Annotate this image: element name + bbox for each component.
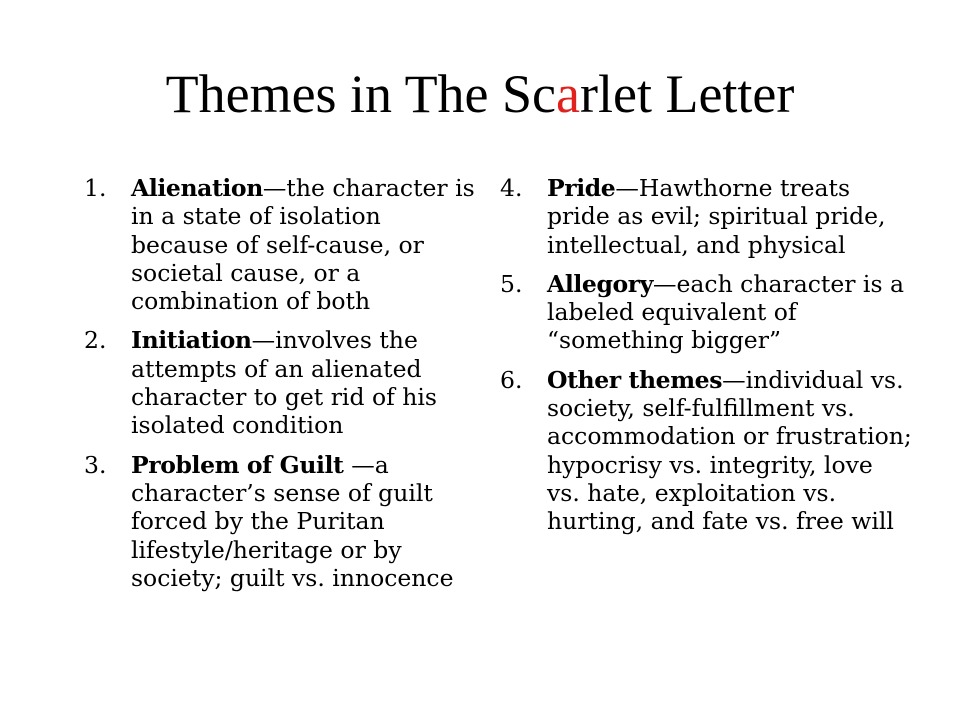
item-description: —a character’s sense of guilt forced by the Puritan lifestyle/heritage or by society; guilt vs. innocence xyxy=(131,450,454,592)
title-part-2: rlet Letter xyxy=(580,64,795,124)
item-number: 1. xyxy=(84,174,107,202)
slide-title xyxy=(0,58,960,130)
item-number: 3. xyxy=(84,450,107,479)
list-item xyxy=(84,451,476,592)
item-number: 5. xyxy=(500,269,523,298)
item-description: —involves the attempts of an alienated character to get rid of his isolated condition xyxy=(131,326,437,440)
item-term: Pride xyxy=(547,174,616,202)
item-body xyxy=(131,326,476,439)
item-description: —individual vs. society, self-fulfillment vs. accommodation or frustration; hypocrisy vs. integrity, love vs. hate, exploitation vs. hurting, and fate vs. free will xyxy=(547,365,912,536)
list-item xyxy=(84,326,476,439)
item-body xyxy=(547,174,912,259)
item-body xyxy=(547,270,912,355)
item-number: 4. xyxy=(500,174,523,202)
item-description: —each character is a labeled equivalent of “something bigger” xyxy=(547,269,904,355)
item-term: Alienation xyxy=(131,174,263,202)
left-column xyxy=(84,174,476,603)
list-item xyxy=(500,174,912,259)
item-term: Problem of Guilt xyxy=(131,450,352,479)
item-term: Other themes xyxy=(547,365,723,394)
item-body xyxy=(131,451,476,592)
item-body xyxy=(547,366,912,536)
item-description: —the character is in a state of isolation because of self-cause, or societal cause, or a combination of both xyxy=(131,174,475,316)
item-body xyxy=(131,174,476,315)
item-term: Initiation xyxy=(131,326,252,355)
list-item xyxy=(500,270,912,355)
item-description: —Hawthorne treats pride as evil; spiritual pride, intellectual, and physical xyxy=(547,174,886,259)
list-item xyxy=(84,174,476,315)
list-item xyxy=(500,366,912,536)
title-part-1: Themes in The Sc xyxy=(165,64,557,124)
item-term: Allegory xyxy=(547,269,653,298)
item-number: 6. xyxy=(500,365,523,394)
title-accent-letter: a xyxy=(556,64,580,124)
item-number: 2. xyxy=(84,326,107,355)
right-column xyxy=(500,174,912,547)
